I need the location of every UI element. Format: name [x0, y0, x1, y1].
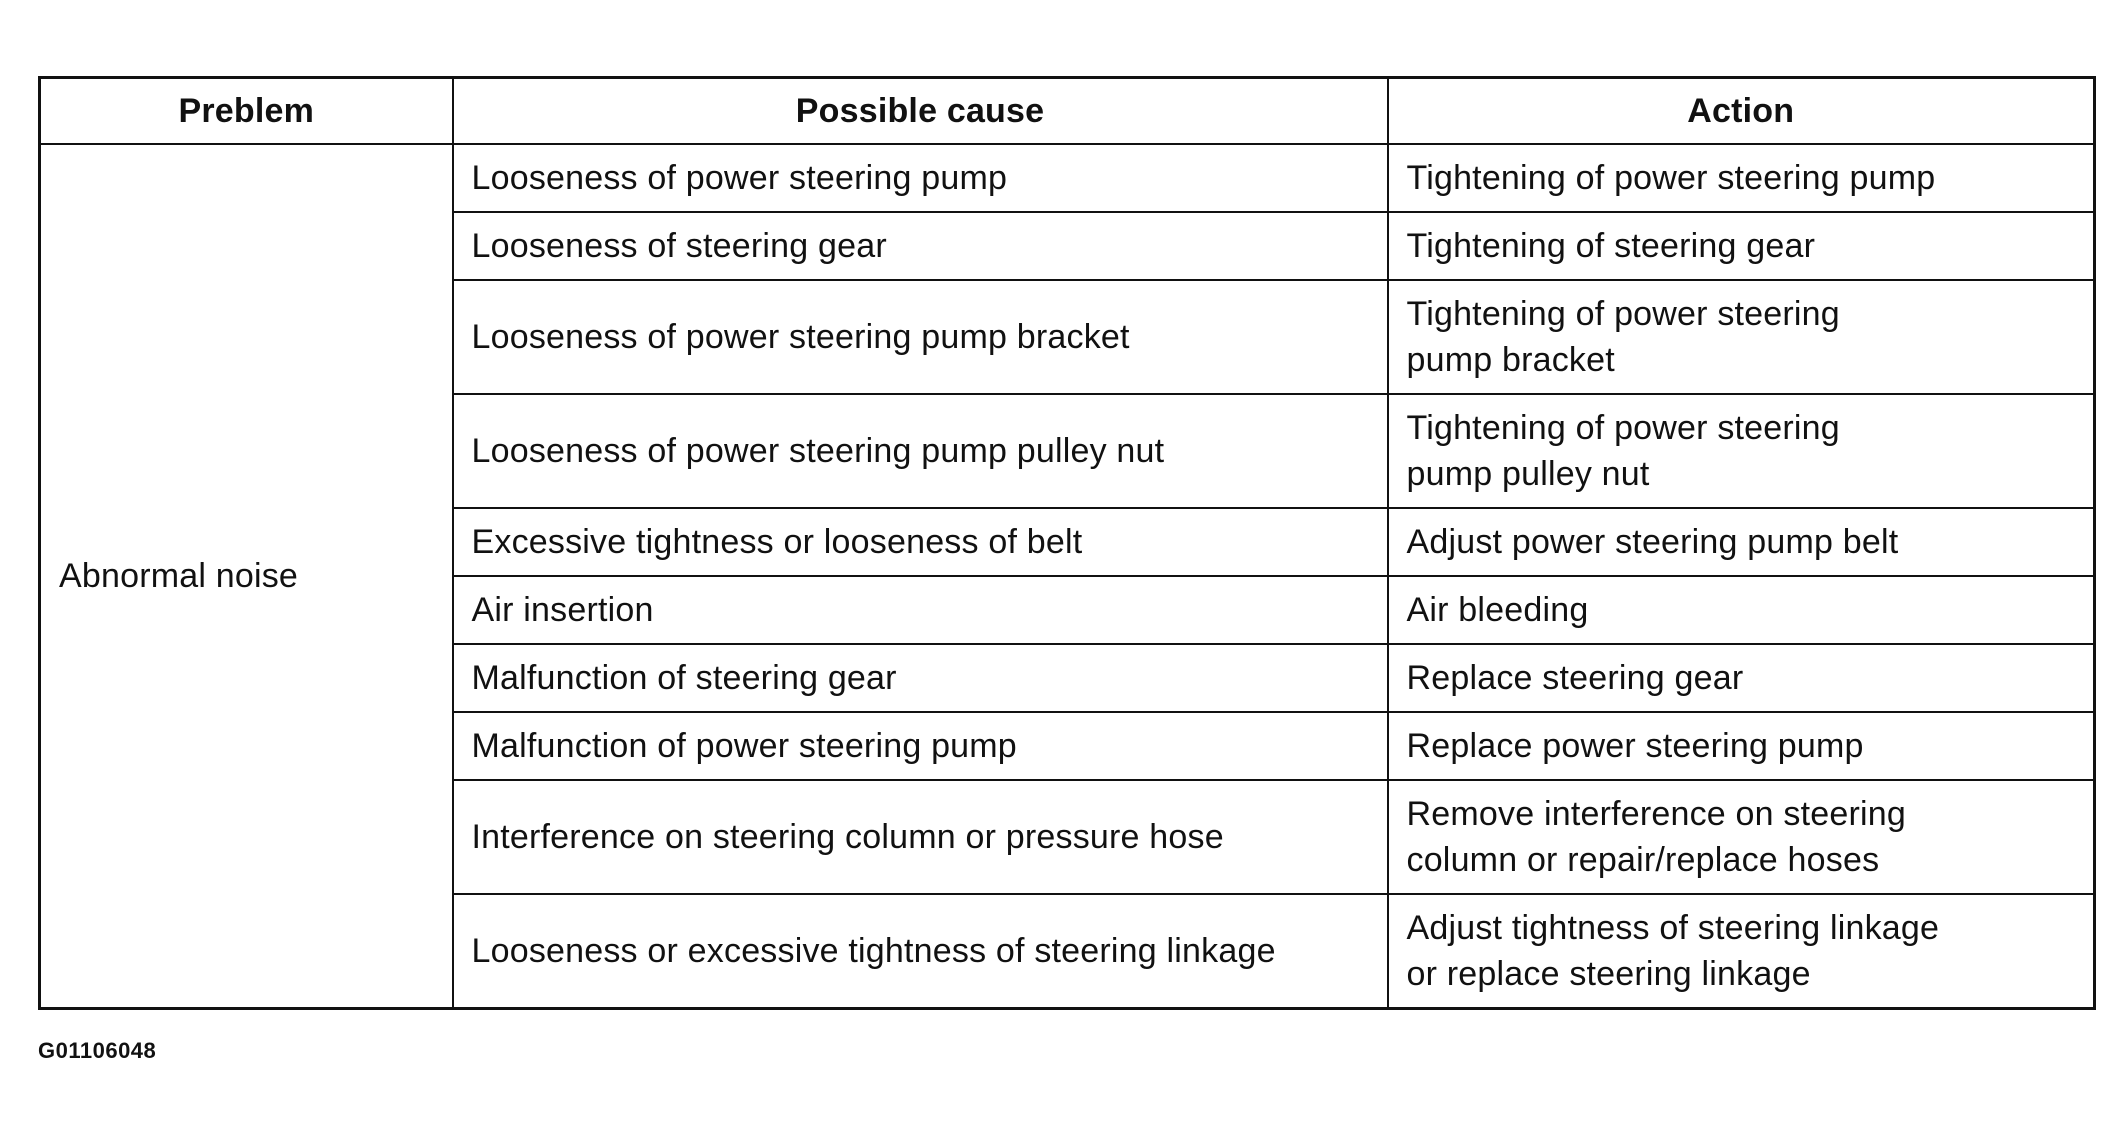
troubleshooting-table — [38, 76, 2096, 1010]
action-cell — [1388, 280, 2095, 394]
cause-cell: Malfunction of steering gear — [453, 644, 1388, 712]
action-cell — [1388, 894, 2095, 1009]
cause-cell: Looseness of steering gear — [453, 212, 1388, 280]
action-line: Tightening of power steering — [1406, 409, 1840, 447]
action-line: pump pulley nut — [1406, 455, 1650, 493]
action-line: Air bleeding — [1406, 591, 1589, 629]
table-row — [40, 144, 2095, 212]
action-cell — [1388, 508, 2095, 576]
action-cell — [1388, 144, 2095, 212]
action-cell — [1388, 644, 2095, 712]
action-cell — [1388, 576, 2095, 644]
problem-cell: Abnormal noise — [40, 144, 453, 1009]
troubleshooting-table-container — [38, 76, 2093, 1010]
cause-cell: Excessive tightness or looseness of belt — [453, 508, 1388, 576]
action-line: Tightening of power steering — [1406, 295, 1840, 333]
table-header-row — [40, 78, 2095, 145]
action-cell — [1388, 394, 2095, 508]
action-line: Adjust tightness of steering linkage — [1406, 909, 1940, 947]
cause-cell: Looseness of power steering pump pulley nut — [453, 394, 1388, 508]
cause-cell: Looseness of power steering pump bracket — [453, 280, 1388, 394]
action-line: Remove interference on steering — [1406, 795, 1906, 833]
action-line: Replace power steering pump — [1406, 727, 1864, 765]
action-cell — [1388, 212, 2095, 280]
action-line: Adjust power steering pump belt — [1406, 523, 1899, 561]
cause-cell: Looseness or excessive tightness of steering linkage — [453, 894, 1388, 1009]
action-cell — [1388, 712, 2095, 780]
action-line: pump bracket — [1406, 341, 1615, 379]
action-line: Replace steering gear — [1406, 659, 1744, 697]
action-line: or replace steering linkage — [1406, 955, 1811, 993]
cause-cell: Interference on steering column or pressure hose — [453, 780, 1388, 894]
action-line: Tightening of power steering pump — [1406, 159, 1936, 197]
cause-cell: Air insertion — [453, 576, 1388, 644]
cause-cell: Malfunction of power steering pump — [453, 712, 1388, 780]
header-problem: Preblem — [40, 78, 453, 145]
action-line: column or repair/replace hoses — [1406, 841, 1880, 879]
cause-cell: Looseness of power steering pump — [453, 144, 1388, 212]
action-cell — [1388, 780, 2095, 894]
header-action: Action — [1388, 78, 2095, 145]
header-possible-cause: Possible cause — [453, 78, 1388, 145]
action-line: Tightening of steering gear — [1406, 227, 1816, 265]
figure-code: G01106048 — [38, 1038, 157, 1063]
